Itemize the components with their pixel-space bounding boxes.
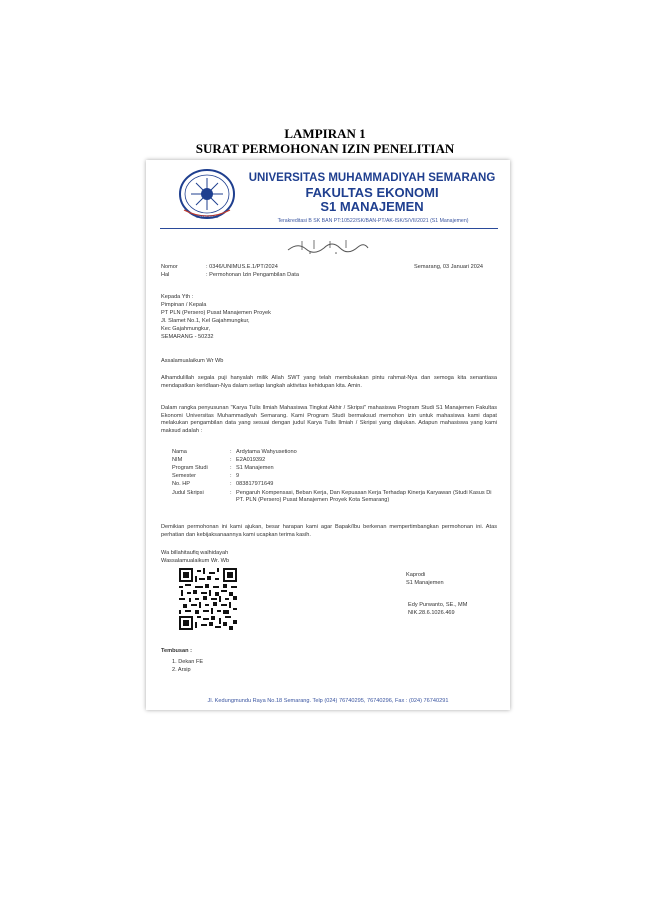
nomor-label: Nomor	[161, 264, 178, 270]
student-label-semester: Semester	[172, 473, 196, 479]
letterhead-divider	[160, 228, 498, 229]
student-value-nama: Ardytama Wahyusetiono	[236, 449, 297, 455]
colon: :	[230, 457, 232, 463]
signature-role: Kaprodi	[406, 572, 426, 578]
student-label-prodi: Program Studi	[172, 465, 208, 471]
hal-value: : Permohonan Izin Pengambilan Data	[206, 272, 299, 278]
colon: :	[230, 473, 232, 479]
recipient-line: Kepada Yth :	[161, 294, 194, 300]
closing-paragraph: Demikian permohonan ini kami ajukan, besar harapan kami agar Bapak/Ibu berkenan mempertimbangkan permohonan ini. Atas perhatian dan kebijaksanaannya kami ucapkan terima kasih.	[161, 524, 497, 538]
recipient-line: Pimpinan / Kepala	[161, 302, 207, 308]
closing-line1: Wa billahitaufiq walhidayah	[161, 550, 229, 556]
accreditation-line: Terakreditasi B SK BAN PT:10522/SK/BAN-PT/AK-ISK/S/VII/2021 (S1 Manajemen)	[277, 218, 469, 224]
student-label-hp: No. HP	[172, 481, 191, 487]
recipient-line: PT PLN (Persero) Pusat Manajemen Proyek	[161, 310, 271, 316]
hal-label: Hal	[161, 272, 170, 278]
student-value-prodi: S1 Manajemen	[236, 465, 274, 471]
place-date: Semarang, 03 Januari 2024	[414, 264, 484, 270]
greeting: Assalamualaikum Wr Wb	[161, 358, 224, 364]
student-value-hp: 083817971649	[236, 481, 274, 487]
logo-text: SEMARANG	[195, 214, 219, 219]
student-value-semester: 9	[236, 473, 240, 479]
colon: :	[230, 481, 232, 487]
basmalah-calligraphy	[284, 236, 372, 256]
university-name: UNIVERSITAS MUHAMMADIYAH SEMARANG	[248, 172, 496, 184]
letter-document	[146, 160, 510, 710]
university-logo	[176, 168, 238, 222]
faculty-name: FAKULTAS EKONOMI	[305, 185, 439, 200]
student-label-nama: Nama	[172, 449, 187, 455]
student-label-nim: NIM	[172, 457, 183, 463]
tembusan-item: 1. Dekan FE	[172, 659, 204, 665]
signature-name: Edy Purwanto, SE., MM	[408, 602, 468, 608]
qr-code	[179, 568, 237, 630]
recipient-line: Jl. Slamet No.1, Kel Gajahmungkur,	[161, 318, 250, 324]
colon: :	[230, 490, 232, 496]
student-label-judul: Judul Skripsi	[172, 490, 204, 496]
tembusan-title: Tembusan :	[161, 648, 192, 654]
nomor-value: : 0346/UNIMUS.E.1/PT/2024	[206, 264, 278, 270]
recipient-line: SEMARANG - 50232	[161, 334, 214, 340]
footer-address: Jl. Kedungmundu Raya No.18 Semarang. Telp (024) 76740295, 76740296, Fax : (024) 76740291	[207, 698, 449, 704]
page-title-line2: SURAT PERMOHONAN IZIN PENELITIAN	[195, 141, 455, 156]
signature-program: S1 Manajemen	[406, 580, 444, 586]
colon: :	[230, 449, 232, 455]
purpose-paragraph: Dalam rangka penyusunan "Karya Tulis Ilmiah Mahasiswa Tingkat Akhir / Skripsi" mahasiswa Program Studi S1 Manajemen Fakultas Ekonomi Universitas Muhammadiyah Semarang. Kami Program Studi bermaksud memohon izin untuk mahasiswa kami dapat melakukan pengambilan data yang sesuai dengan judul Karya Tulis Ilmiah / Skripsi yang diajukan. Adapun mahasiswa yang kami maksud adalah :	[161, 405, 497, 434]
opening-paragraph: Alhamdulillah segala puji hanyalah milik Allah SWT yang telah membukakan pintu rahmat-Nya dan semoga kita senantiasa mendapatkan keridlaan-Nya dalam setiap langkah aktivitas kehidupan kita. Amin.	[161, 375, 497, 389]
program-name: S1 MANAJEMEN	[320, 199, 424, 214]
colon: :	[230, 465, 232, 471]
signature-nik: NIK.28.6.1026.469	[408, 610, 455, 616]
closing-line2: Wassalamualaikum Wr. Wb	[161, 558, 230, 564]
tembusan-item: 2. Arsip	[172, 667, 191, 673]
student-value-nim: E2A019392	[236, 457, 266, 463]
student-value-judul: Pengaruh Kompensasi, Beban Kerja, Dan Kepuasan Kerja Terhadap Kinerja Karyawan (Studi Kasus Di PT. PLN (Persero) Pusat Manajemen Proyek Kota Semarang)	[236, 490, 492, 503]
page-title-line1: LAMPIRAN 1	[284, 126, 366, 141]
recipient-line: Kec Gajahmungkur,	[161, 326, 211, 332]
